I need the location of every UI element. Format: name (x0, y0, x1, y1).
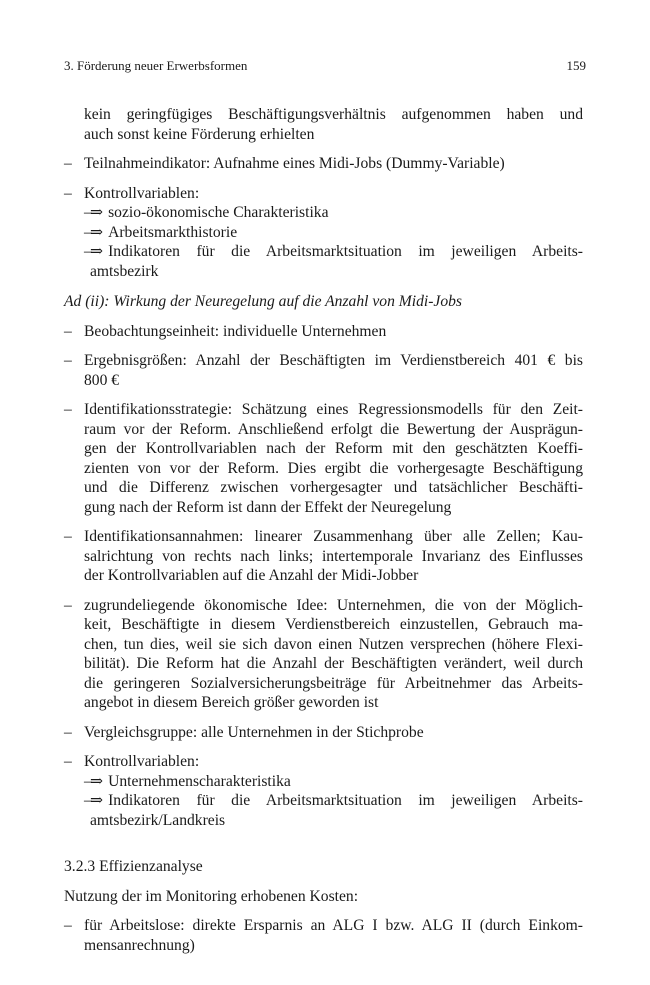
sub-bullet-item (64, 203, 583, 223)
text-line: ⇒ sozio-ökonomische Charakteristika (90, 204, 329, 221)
text-line: Identifikationsannahmen: linearer Zusammenhang über alle Zellen; Kau- (84, 528, 583, 545)
running-header (64, 58, 586, 74)
arrow-icon: ⇒ (90, 204, 104, 221)
text-line: salrichtung von rechts nach links; intertemporale Invarianz des Einflusses (84, 547, 583, 565)
text-line: Ad (ii): Wirkung der Neuregelung auf die Anzahl von Midi-Jobs (64, 293, 463, 310)
sub-bullet-item (64, 772, 583, 792)
text-line: angebot in diesem Bereich größer geworden ist (84, 694, 379, 711)
text-line: 3.2.3 Effizienzanalyse (64, 858, 203, 875)
text-line: Nutzung der im Monitoring erhobenen Kosten: (64, 887, 359, 905)
dash-marker: – (84, 223, 92, 241)
bullet-item (64, 154, 583, 174)
text-line: Ergebnisgrößen: Anzahl der Beschäftigten im Verdienstbereich 401 € bis (84, 352, 583, 369)
arrow-icon: ⇒ (90, 223, 104, 241)
text-line: die geringeren Sozialversicherungsbeiträge für Arbeitnehmer das Arbeits- (84, 674, 583, 692)
text-line: zienten von vor der Reform. Dies ergibt die vorhergesagte Beschäftigung (84, 459, 583, 477)
page-number: 159 (566, 58, 586, 73)
text-line: keit, Beschäftigte in diesem Verdienstbereich einzustellen, Gebrauch ma- (84, 616, 583, 633)
paragraph (64, 887, 583, 907)
text-line: Kontrollvariablen: (84, 184, 200, 202)
bullet-item (64, 400, 583, 517)
dash-marker: – (64, 184, 72, 202)
dash-marker: – (84, 792, 92, 809)
text-line: mensanrechnung) (84, 936, 195, 954)
dash-marker: – (64, 352, 72, 369)
text-line: und die Differenz zwischen vorhergesagter und tatsächlicher Beschäfti- (84, 479, 583, 496)
text-line: kein geringfügiges Beschäftigungsverhältnis aufgenommen haben und (84, 106, 583, 123)
sub-bullet-item (64, 791, 583, 830)
subsection-heading (64, 292, 583, 312)
text-line: ⇒ Indikatoren für die Arbeitsmarktsituation im jeweiligen Arbeits- (90, 792, 583, 809)
dash-marker: – (64, 917, 72, 934)
bullet-item (64, 596, 583, 713)
arrow-icon: ⇒ (90, 792, 104, 809)
bullet-item (64, 527, 583, 586)
arrow-icon: ⇒ (90, 243, 104, 260)
dash-marker: – (84, 772, 92, 790)
dash-marker: – (64, 528, 72, 545)
text-line: ⇒ Unternehmenscharakteristika (90, 772, 291, 790)
text-line: Identifikationsstrategie: Schätzung eines Regressionsmodells für den Zeit- (84, 401, 583, 418)
section-heading (64, 857, 583, 877)
arrow-icon: ⇒ (90, 772, 104, 790)
text-line: amtsbezirk (90, 262, 159, 280)
text-line: Kontrollvariablen: (84, 753, 200, 770)
body-text (64, 105, 583, 955)
continued-text (64, 105, 583, 144)
dash-marker: – (64, 155, 72, 172)
sub-bullet-item (64, 223, 583, 243)
text-line: amtsbezirk/Landkreis (90, 811, 226, 829)
text-line: Teilnahmeindikator: Aufnahme eines Midi-Jobs (Dummy-Variable) (84, 155, 505, 172)
text-line: auch sonst keine Förderung erhielten (84, 125, 315, 143)
bullet-item (64, 916, 583, 955)
text-line: gung nach der Reform ist dann der Effekt der Neuregelung (84, 498, 452, 516)
dash-marker: – (64, 596, 72, 614)
dash-marker: – (64, 322, 72, 340)
dash-marker: – (84, 204, 92, 221)
text-line: ⇒ Arbeitsmarkthistorie (90, 223, 238, 241)
text-line: für Arbeitslose: direkte Ersparnis an ALG I bzw. ALG II (durch Einkom- (84, 917, 583, 934)
text-line: 800 € (84, 371, 120, 389)
bullet-item (64, 351, 583, 390)
bullet-item (64, 723, 583, 743)
dash-marker: – (64, 723, 72, 741)
text-line: Beobachtungseinheit: individuelle Unternehmen (84, 322, 387, 340)
bullet-item (64, 184, 583, 204)
dash-marker: – (84, 243, 92, 260)
text-line: zugrundeliegende ökonomische Idee: Unternehmen, die von der Möglich- (84, 596, 583, 614)
text-line: ⇒ Indikatoren für die Arbeitsmarktsituation im jeweiligen Arbeits- (90, 243, 583, 260)
bullet-item (64, 322, 583, 342)
text-line: bilität). Die Reform hat die Anzahl der Beschäftigten verändert, weil durch (84, 655, 583, 672)
text-line: der Kontrollvariablen auf die Anzahl der Midi-Jobber (84, 567, 419, 584)
chapter-title: 3. Förderung neuer Erwerbsformen (64, 58, 248, 73)
text-line: raum vor der Reform. Anschließend erfolgt die Bewertung der Ausprägun- (84, 420, 583, 438)
bullet-item (64, 752, 583, 772)
text-line: gen der Kontrollvariablen nach der Reform mit den geschätzten Koeffi- (84, 440, 583, 457)
sub-bullet-item (64, 242, 583, 281)
text-line: Vergleichsgruppe: alle Unternehmen in der Stichprobe (84, 723, 424, 741)
dash-marker: – (64, 753, 72, 770)
text-line: chen, tun dies, weil sie sich davon einen Nutzen versprechen (höhere Flexi- (84, 635, 583, 653)
dash-marker: – (64, 401, 72, 418)
